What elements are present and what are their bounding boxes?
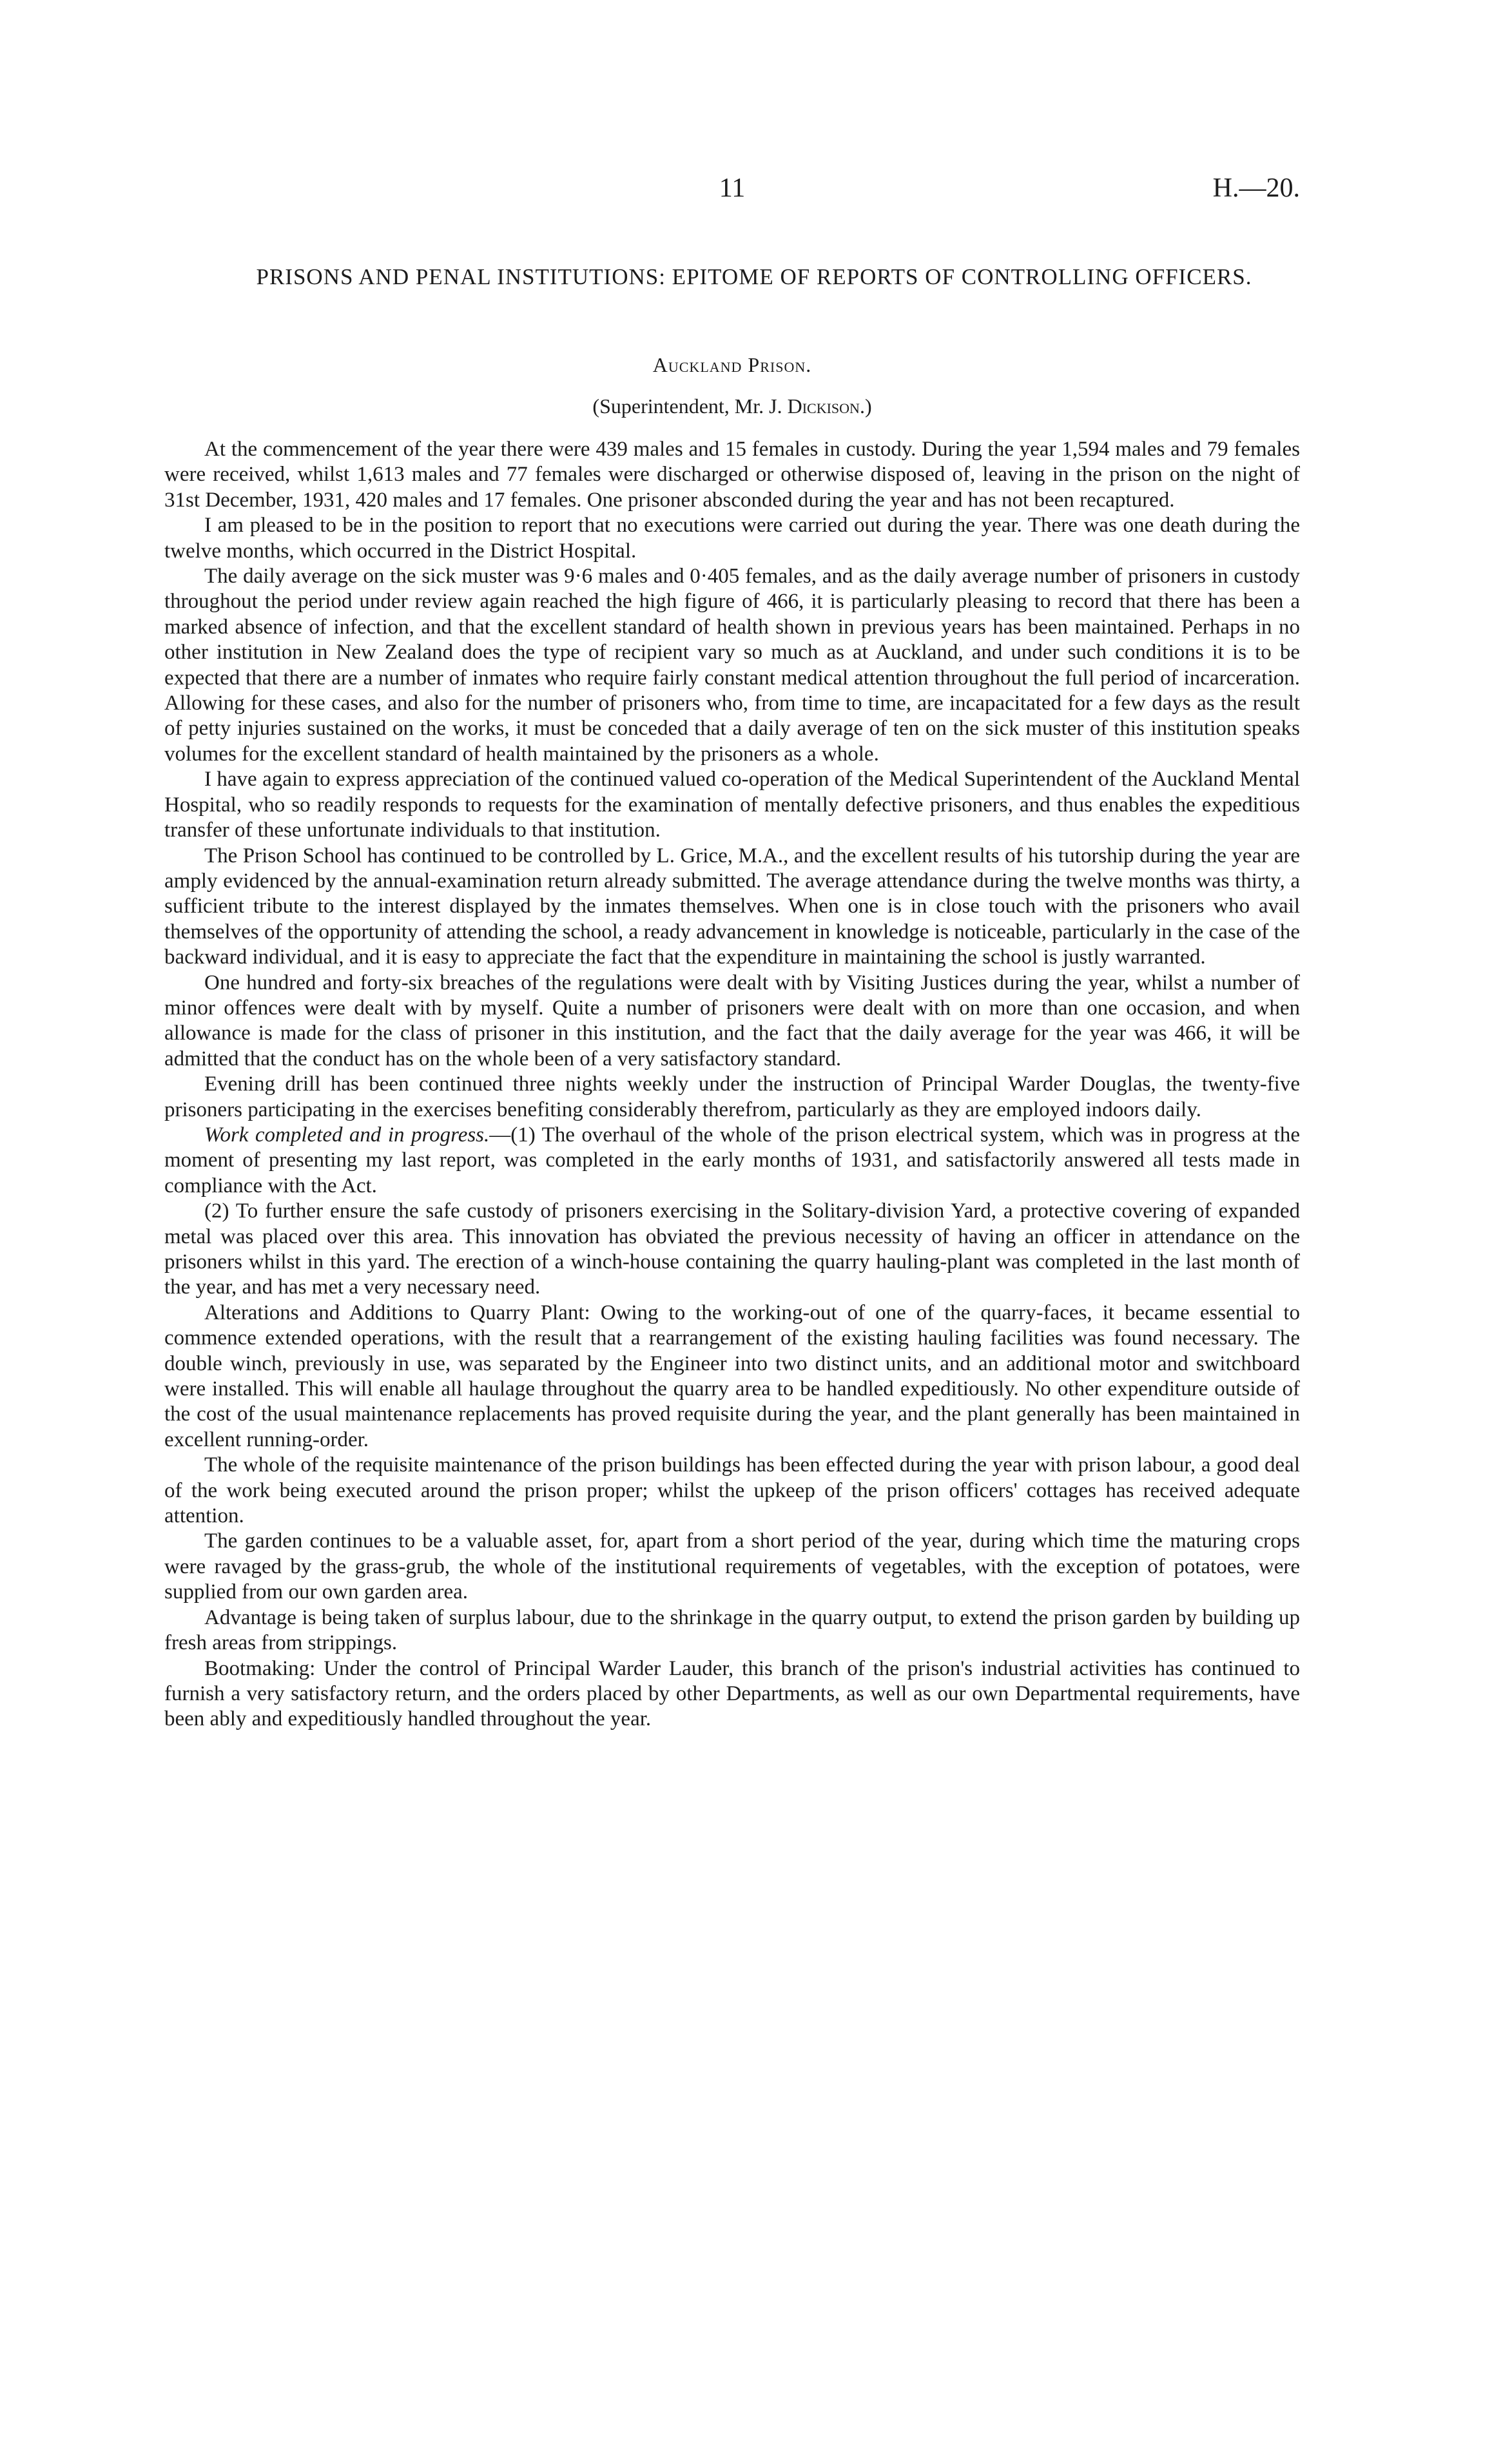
superintendent-name: Dickison (787, 394, 860, 418)
report-body (164, 437, 1300, 1732)
document-title: PRISONS AND PENAL INSTITUTIONS: EPITOME OF REPORTS OF CONTROLLING OFFICERS. (256, 264, 1252, 289)
paragraph-medical-cooperation: I have again to express appreciation of the continued valued co-operation of the Medical Superintendent of the Auckland Mental Hospital, who so readily responds to requests for the examination of mentally defective prisoners, and thus enables the expeditious transfer of these unfortunate individuals to that institution. (164, 768, 1300, 842)
paragraph-evening-drill: Evening drill has been continued three nights weekly under the instruction of Principal Warder Douglas, the twenty-five prisoners participating in the exercises benefiting considerably therefrom, particularly as they are employed indoors daily. (164, 1072, 1300, 1121)
work-completed-heading: Work completed and in progress. (204, 1123, 490, 1147)
paragraph-solitary-yard: (2) To further ensure the safe custody of prisoners exercising in the Solitary-division Yard, a protective covering of expanded metal was placed over this area. This innovation has obviated the previous necessity of having an officer in attendance on the prisoners whilst in this yard. The erection of a winch-house containing the quarry hauling-plant was completed in the last month of the year, and has met a very necessary need. (164, 1199, 1300, 1299)
document-reference: H.—20. (1212, 173, 1300, 203)
paragraph-prison-school: The Prison School has continued to be controlled by L. Grice, M.A., and the excellent results of his tutorship during the year are amply evidenced by the annual-examination return already submitted. The average attendance during the twelve months was thirty, a sufficient tribute to the interest displayed by the inmates themselves. When one is in close touch with the prisoners who avail themselves of the opportunity of attending the school, a ready advancement in knowledge is noticeable, particularly in the case of the backward individual, and it is easy to appreciate the fact that the expenditure in maintaining the school is justly warranted. (164, 844, 1300, 969)
paragraph-bootmaking: Bootmaking: Under the control of Principal Warder Lauder, this branch of the prison's industrial activities has continued to furnish a very satisfactory return, and the orders placed by other Departments, as well as our own Departmental requirements, have been ably and expeditiously handled throughout the year. (164, 1656, 1300, 1731)
superintendent-suffix: .) (859, 394, 872, 418)
paragraph-executions: I am pleased to be in the position to report that no executions were carried out during the year. There was one death during the twelve months, which occurred in the District Hospital. (164, 514, 1300, 563)
superintendent-line (164, 394, 1300, 418)
paragraph-maintenance: The whole of the requisite maintenance of the prison buildings has been effected during the year with prison labour, a good deal of the work being executed around the prison proper; whilst the upkeep of the prison officers' cottages has received adequate attention. (164, 1453, 1300, 1528)
paragraph-breaches: One hundred and forty-six breaches of the regulations were dealt with by Visiting Justices during the year, whilst a number of minor offences were dealt with by myself. Quite a number of prisoners were dealt with on more than one occasion, and when allowance is made for the class of prisoner in this institution, and the fact that the daily average for the year was 466, it will be admitted that the conduct has on the whole been of a very satisfactory standard. (164, 971, 1300, 1071)
section-heading: Auckland Prison. (652, 353, 812, 376)
superintendent-prefix: (Superintendent, Mr. J. (592, 394, 788, 418)
paragraph-garden: The garden continues to be a valuable asset, for, apart from a short period of the year, during which time the maturing crops were ravaged by the grass-grub, the whole of the institutional requirements of vegetables, with the exception of potatoes, were supplied from our own garden area. (164, 1529, 1300, 1604)
page-header (164, 173, 1300, 218)
page-number: 11 (719, 173, 746, 203)
paragraph-surplus-labour: Advantage is being taken of surplus labour, due to the shrinkage in the quarry output, to extend the prison garden by building up fresh areas from strippings. (164, 1605, 1300, 1655)
paragraph-quarry-plant: Alterations and Additions to Quarry Plant: Owing to the working-out of one of the quarry-faces, it became essential to commence extended operations, with the result that a rearrangement of the existing hauling facilities was found necessary. The double winch, previously in use, was separated by the Engineer into two distinct units, and an additional motor and switchboard were installed. This will enable all haulage throughout the quarry area to be handled expeditiously. No other expenditure outside of the cost of the usual maintenance replacements has proved requisite during the year, and the plant generally has been maintained in excellent running-order. (164, 1301, 1300, 1451)
paragraph-sick-muster: The daily average on the sick muster was 9·6 males and 0·405 females, and as the daily average number of prisoners in custody throughout the period under review again reached the high figure of 466, it is particularly pleasing to record that there has been a marked absence of infection, and that the excellent standard of health shown in previous years has been maintained. Perhaps in no other institution in New Zealand does the type of recipient vary so much as at Auckland, and under such conditions it is to be expected that there are a number of inmates who require fairly constant medical attention throughout the full period of incarceration. Allowing for these cases, and also for the number of prisoners who, from time to time, are incapacitated for a few days as the result of petty injuries sustained on the works, it must be conceded that a daily average of ten on the sick muster of this institution speaks volumes for the excellent standard of health maintained by the prisoners as a whole. (164, 565, 1300, 766)
work-completed-text: —(1) The overhaul of the whole of the prison electrical system, which was in progress at the moment of presenting my last report, was completed in the early months of 1931, and satisfactorily answered all tests made in compliance with the Act. (164, 1123, 1300, 1197)
paragraph-custody: At the commencement of the year there were 439 males and 15 females in custody. During the year 1,594 males and 79 females were received, whilst 1,613 males and 77 females were discharged or otherwise disposed of, leaving in the prison on the night of 31st December, 1931, 420 males and 17 females. One prisoner absconded during the year and has not been recaptured. (164, 438, 1300, 512)
paragraph-work-completed (164, 1123, 1300, 1199)
